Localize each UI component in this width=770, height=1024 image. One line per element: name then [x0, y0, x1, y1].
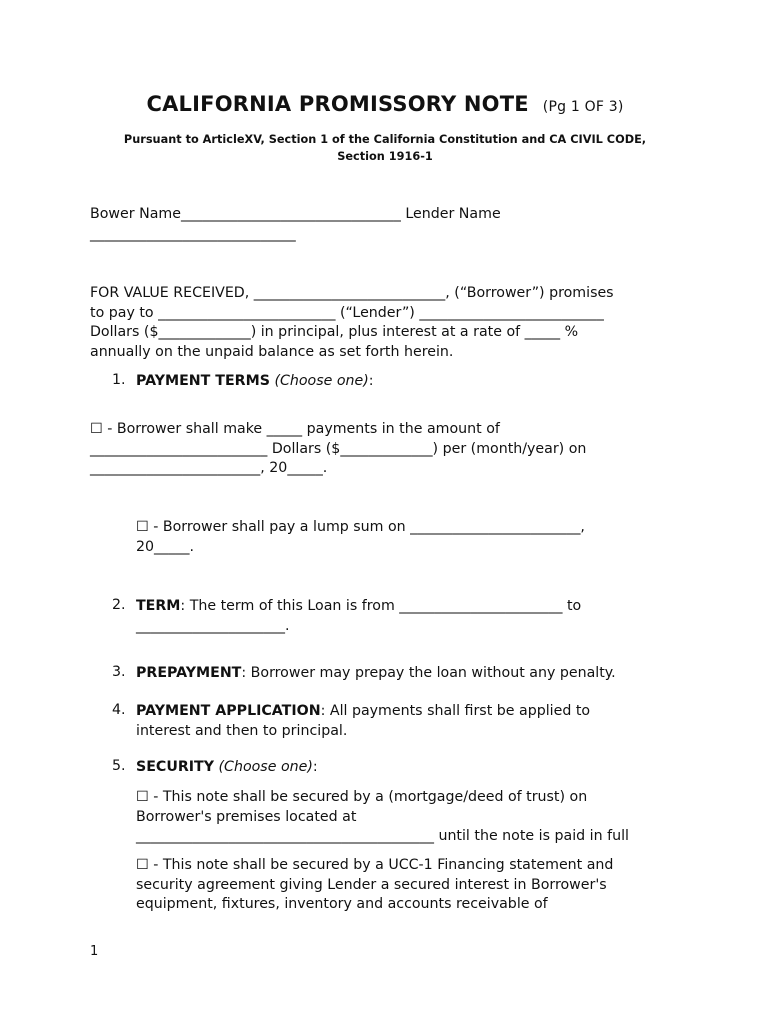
section-number: 5.	[112, 758, 126, 774]
option-line: ☐ - This note shall be secured by a (mortgage/deed of trust) on	[136, 789, 588, 805]
section-4-payment-application	[136, 702, 590, 741]
section-number: 2.	[112, 597, 126, 613]
option-line: ☐ - Borrower shall make _____ payments in the amount of	[90, 421, 500, 437]
page-number: 1	[90, 944, 99, 959]
section-number: 1.	[112, 372, 126, 388]
section-qualifier: (Choose one)	[274, 373, 369, 389]
option-line: Borrower's premises located at	[136, 808, 357, 825]
section-text: _____________________.	[136, 617, 290, 634]
option-line: 20_____.	[136, 538, 195, 555]
option-line: ________________________, 20_____.	[90, 460, 328, 476]
heading-colon: :	[312, 759, 318, 775]
section-1-heading-line	[136, 372, 374, 392]
option-line: _________________________ Dollars ($_____________) per (month/year) on	[90, 440, 587, 457]
section-text: : The term of this Loan is from _______________________ to	[180, 598, 582, 614]
option-line: ☐ - Borrower shall pay a lump sum on ________________________,	[136, 519, 585, 535]
document-subtitle	[60, 131, 710, 165]
option-line: equipment, fixtures, inventory and accounts receivable of	[136, 896, 548, 912]
paragraph-line: annually on the unpaid balance as set forth herein.	[90, 343, 454, 360]
section-number: 3.	[112, 664, 126, 680]
section-text: : All payments shall first be applied to	[320, 703, 591, 719]
subtitle-line: Pursuant to ArticleXV, Section 1 of the California Constitution and CA CIVIL CODE,	[123, 133, 647, 146]
section-2-term	[136, 597, 581, 636]
subtitle-line: Section 1916-1	[337, 150, 433, 163]
paragraph-line: Dollars ($_____________) in principal, plus interest at a rate of _____ %	[90, 324, 579, 340]
section-text: interest and then to principal.	[136, 722, 348, 739]
paragraph-line: to pay to _________________________ (“Lender”) __________________________	[90, 304, 604, 321]
payment-option-lump-sum	[136, 518, 585, 557]
heading-colon: :	[368, 373, 374, 389]
section-qualifier: (Choose one)	[218, 759, 313, 775]
page-indicator: (Pg 1 OF 3)	[542, 99, 624, 115]
security-option-mortgage	[136, 788, 629, 847]
section-heading: PAYMENT APPLICATION	[136, 703, 321, 719]
payment-option-installments	[90, 420, 586, 479]
section-text: : Borrower may prepay the loan without any penalty.	[241, 665, 616, 681]
section-3-prepayment	[136, 664, 616, 684]
security-option-ucc1	[136, 856, 613, 915]
value-received-paragraph	[90, 284, 614, 362]
document-title	[0, 92, 770, 116]
option-line: ☐ - This note shall be secured by a UCC-1 Financing statement and	[136, 857, 614, 873]
option-line: __________________________________________ until the note is paid in full	[136, 828, 629, 844]
section-number: 4.	[112, 702, 126, 718]
section-heading: SECURITY	[136, 759, 214, 775]
parties-line-1: Bower Name_______________________________ Lender Name	[90, 206, 501, 222]
section-5-heading-line	[136, 758, 318, 778]
section-heading: TERM	[136, 598, 181, 614]
paragraph-line: FOR VALUE RECEIVED, ___________________________, (“Borrower”) promises	[90, 285, 614, 301]
parties-line-2: _____________________________	[90, 226, 296, 242]
option-line: security agreement giving Lender a secured interest in Borrower's	[136, 876, 607, 893]
section-heading: PREPAYMENT	[136, 665, 242, 681]
section-heading: PAYMENT TERMS	[136, 373, 270, 389]
title-text: CALIFORNIA PROMISSORY NOTE	[146, 92, 529, 116]
